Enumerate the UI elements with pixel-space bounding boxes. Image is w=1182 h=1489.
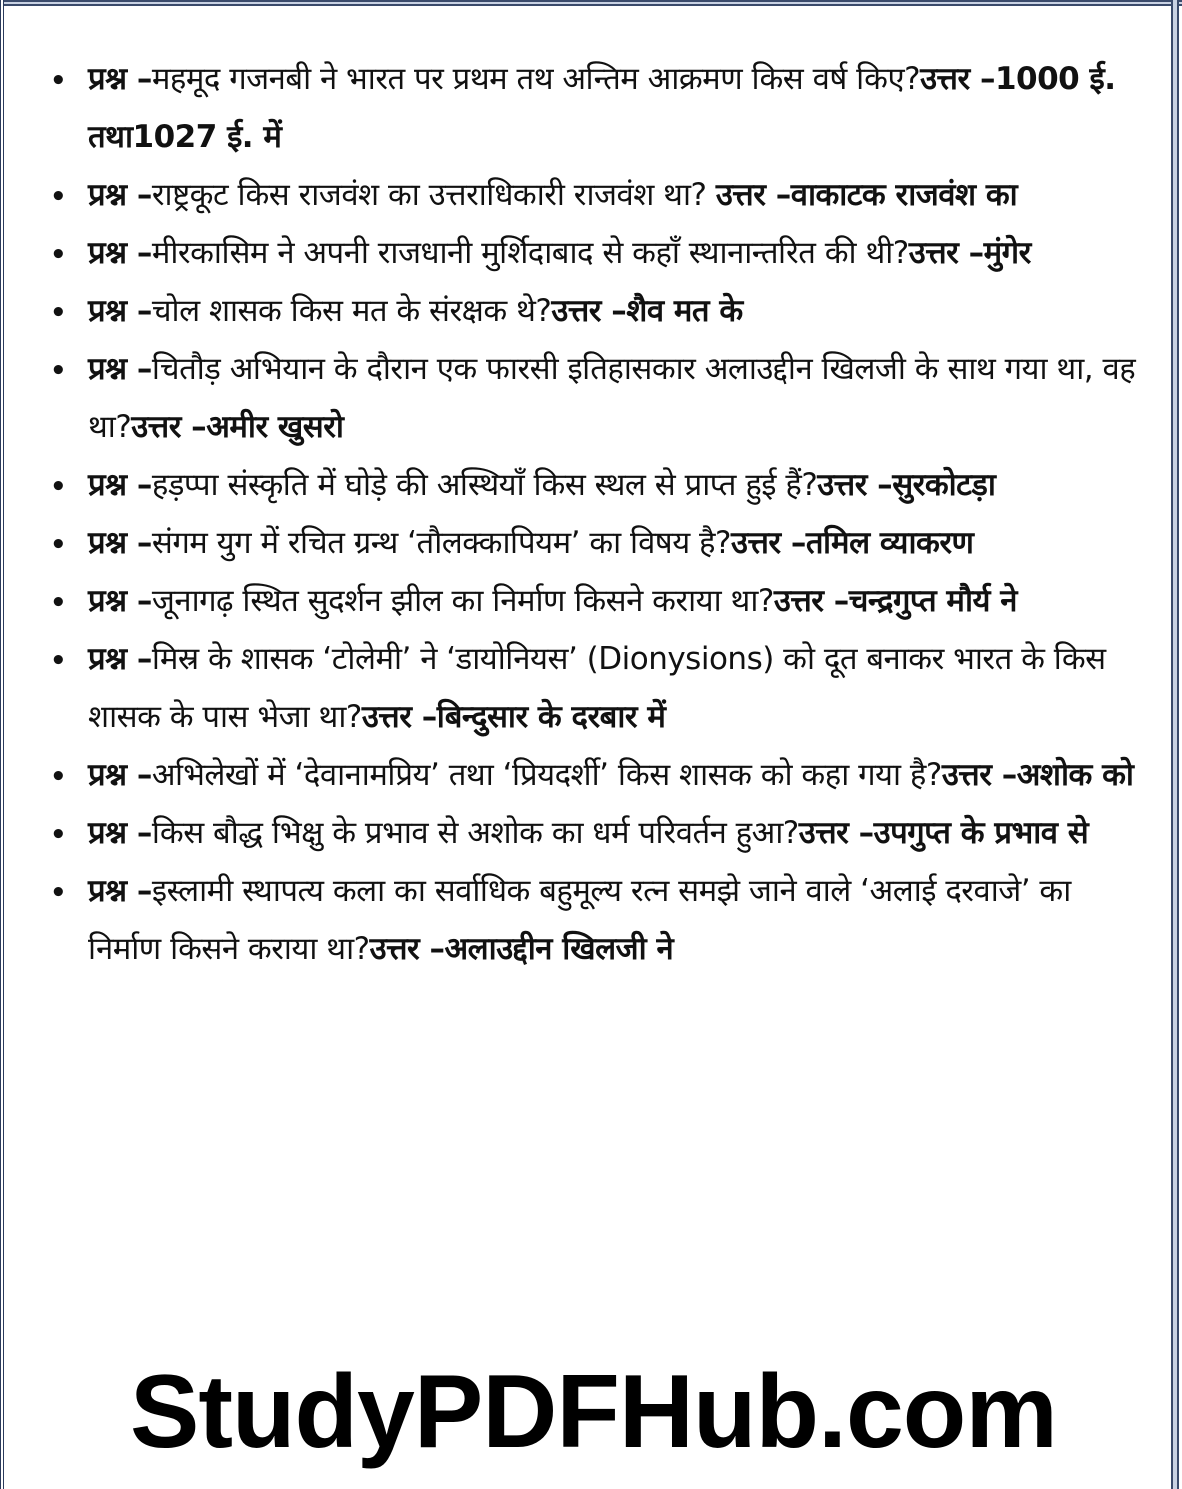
question-text: अभिलेखों में ‘देवानामप्रिय’ तथा ‘प्रियदर्शी’ किस शासक को कहा गया है? [151,757,942,793]
question-label: प्रश्न – [88,177,152,213]
bullet-icon: • [50,530,67,560]
answer-label: उत्तर – [551,293,627,329]
answer-text: वाकाटक राजवंश का [790,177,1018,213]
answer-label: उत्तर – [773,583,849,619]
question-label: प्रश्न – [88,525,152,561]
question-text: इस्लामी स्थापत्य कला का सर्वाधिक बहुमूल्य रत्न समझे जाने वाले ‘अलाई दरवाजे’ का निर्माण किसने कराया था? [88,873,1071,967]
qa-item [40,572,1140,630]
bullet-icon: • [50,240,67,270]
question-text: चोल शासक किस मत के संरक्षक थे? [151,293,552,329]
answer-label: उत्तर – [817,467,893,503]
qa-item [40,340,1140,456]
answer-text: 1000 ई. तथा1027 ई. में [88,61,1116,155]
qa-item [40,456,1140,514]
qa-item [40,224,1140,282]
question-label: प्रश्न – [88,757,152,793]
answer-text: उपगुप्त के प्रभाव से [873,815,1089,851]
answer-text: मुंगेर [983,235,1031,271]
question-text: किस बौद्ध भिक्षु के प्रभाव से अशोक का धर्म परिवर्तन हुआ? [151,815,799,851]
question-text: मिस्र के शासक ‘टोलेमी’ ने ‘डायोनियस’ (Dionysions) को दूत बनाकर भारत के किस शासक के पास भेजा था? [88,641,1106,735]
bullet-icon: • [50,356,67,386]
answer-label: उत्तर – [369,931,445,967]
answer-text: अशोक को [1016,757,1134,793]
answer-label: उत्तर – [361,699,437,735]
answer-text: सुरकोटड़ा [892,467,996,503]
answer-text: चन्द्रगुप्त मौर्य ने [848,583,1017,619]
answer-label: उत्तर – [715,177,791,213]
answer-label: उत्तर – [131,409,207,445]
question-text: महमूद गजनबी ने भारत पर प्रथम तथ अन्तिम आक्रमण किस वर्ष किए? [151,61,921,97]
page-border-left [0,0,4,1489]
question-label: प्रश्न – [88,583,152,619]
qa-item [40,862,1140,978]
qa-item [40,804,1140,862]
bullet-icon: • [50,646,67,676]
question-answer-list [40,50,1140,978]
bullet-icon: • [50,298,67,328]
qa-item [40,630,1140,746]
answer-label: उत्तर – [798,815,874,851]
question-label: प्रश्न – [88,351,152,387]
answer-text: शैव मत के [626,293,743,329]
bullet-icon: • [50,182,67,212]
answer-text: अमीर खुसरो [206,409,344,445]
bullet-icon: • [50,472,67,502]
question-text: चितौड़ अभियान के दौरान एक फारसी इतिहासकार अलाउद्दीन खिलजी के साथ गया था, वह था? [88,351,1136,445]
bullet-icon: • [50,878,67,908]
watermark: StudyPDFHub.com [130,1354,1057,1470]
document-body [40,50,1140,978]
question-text: हड़प्पा संस्कृति में घोड़े की अस्थियाँ किस स्थल से प्राप्त हुई हैं? [151,467,818,503]
bullet-icon: • [50,762,67,792]
answer-label: उत्तर – [941,757,1017,793]
question-text: मीरकासिम ने अपनी राजधानी मुर्शिदाबाद से कहाँ स्थानान्तरित की थी? [151,235,909,271]
question-label: प्रश्न – [88,641,152,677]
question-text: राष्ट्रकूट किस राजवंश का उत्तराधिकारी राजवंश था? [151,177,716,213]
answer-text: बिन्दुसार के दरबार में [436,699,666,735]
bullet-icon: • [50,820,67,850]
answer-text: तमिल व्याकरण [805,525,974,561]
question-text: जूनागढ़ स्थित सुदर्शन झील का निर्माण किसने कराया था? [151,583,774,619]
bullet-icon: • [50,66,67,96]
answer-label: उत्तर – [920,61,995,97]
question-label: प्रश्न – [88,467,152,503]
page-border-top [0,0,1182,6]
question-text: संगम युग में रचित ग्रन्थ ‘तौलक्कापियम’ का विषय है? [151,525,731,561]
qa-item [40,282,1140,340]
qa-item [40,50,1140,166]
question-label: प्रश्न – [88,293,152,329]
question-label: प्रश्न – [88,873,152,909]
answer-label: उत्तर – [730,525,806,561]
answer-label: उत्तर – [908,235,984,271]
answer-text: अलाउद्दीन खिलजी ने [444,931,674,967]
bullet-icon: • [50,588,67,618]
page-border-right [1171,0,1179,1489]
question-label: प्रश्न – [88,815,152,851]
qa-item [40,514,1140,572]
qa-item [40,746,1140,804]
question-label: प्रश्न – [88,61,152,97]
question-label: प्रश्न – [88,235,152,271]
qa-item [40,166,1140,224]
